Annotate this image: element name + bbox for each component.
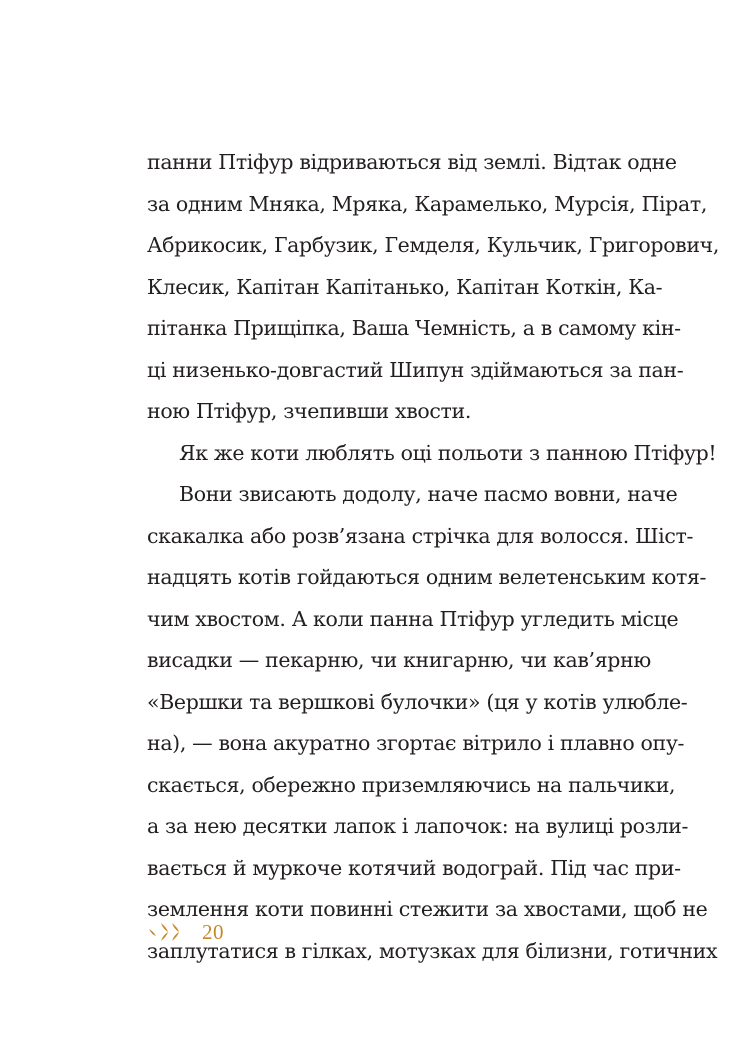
text-line: «Вершки та вершкові булочки» (ця у котів улюбле- [147,689,688,714]
text-line: висадки — пекарню, чи книгарню, чи кав’ярню [147,648,651,672]
page-footer [148,917,224,947]
text-line: вається й муркоче котячий водограй. Під час при- [147,855,681,880]
text-line: за одним Мняка, Мряка, Карамелько, Мурсія, Пірат, [147,191,707,216]
text-line: пітанка Прищіпка, Ваша Чемність, а в самому кін- [147,316,681,340]
text-line: Клесик, Капітан Капітанько, Капітан Коткін, Ка- [147,274,663,299]
text-line: на), — вона акуратно згортає вітрило і плавно опу- [147,731,685,755]
text-line: землення коти повинні стежити за хвостами, щоб не [147,897,708,921]
text-line: чим хвостом. А коли панна Птіфур угледить місце [147,606,679,631]
text-line: Як же коти люблять оці польоти з панною Птіфур! [179,440,717,465]
text-line: ці низенько-довгастий Шипун здіймаються за пан- [147,357,684,382]
text-line: ною Птіфур, зчепивши хвости. [147,399,472,423]
text-line: скається, обережно приземляючись на пальчики, [147,772,676,797]
double-leaf-ornament-icon [148,920,194,944]
body-text [147,142,720,972]
text-line: а за нею десятки лапок і лапочок: на вулиці розли- [147,814,689,838]
page-number: 20 [202,919,224,944]
text-line: Абрикосик, Гарбузик, Гемделя, Кульчик, Григорович, [147,233,720,257]
text-line: скакалка або розв’язана стрічка для волосся. Шіст- [147,523,694,548]
text-line: надцять котів гойдаються одним велетенським котя- [147,565,707,589]
text-line: заплутатися в гілках, мотузках для білизни, готичних [147,938,718,963]
text-line: панни Птіфур відриваються від землі. Відтак одне [147,150,677,174]
text-line: Вони звисають додолу, наче пасмо вовни, наче [179,482,678,506]
